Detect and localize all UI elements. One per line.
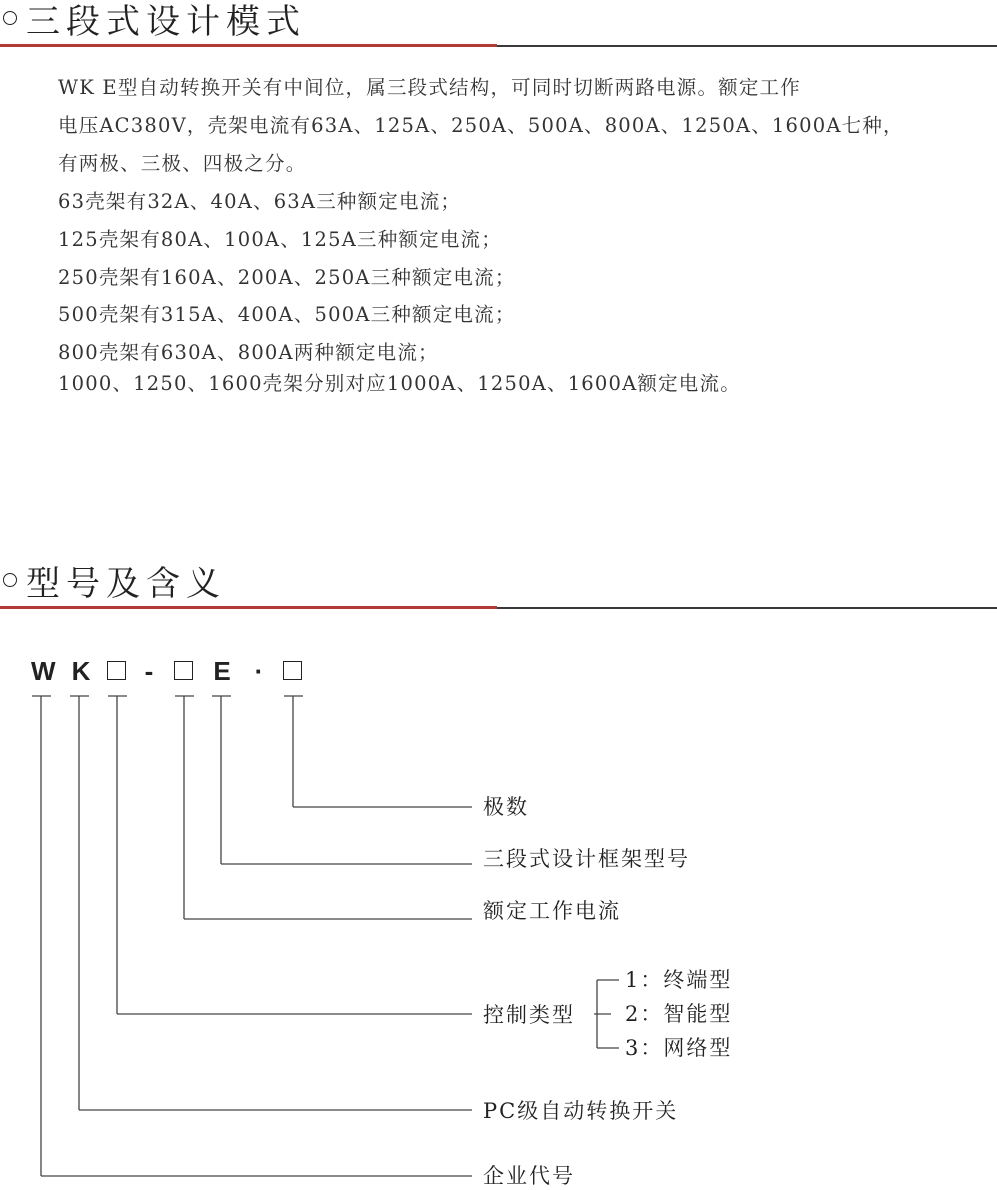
label-pc-switch: PC级自动转换开关 bbox=[483, 1099, 679, 1123]
code-letter-e: E bbox=[213, 656, 231, 686]
label-frame-model: 三段式设计框架型号 bbox=[483, 847, 690, 871]
paragraph-line: 1000、1250、1600壳架分别对应1000A、1250A、1600A额定电流。 bbox=[58, 372, 741, 395]
control-option-terminal: 1：终端型 bbox=[625, 968, 733, 992]
section-title: 三段式设计模式 bbox=[26, 2, 306, 42]
control-option-network: 3：网络型 bbox=[625, 1036, 733, 1060]
paragraph-line: 125壳架有80A、100A、125A三种额定电流； bbox=[58, 228, 502, 251]
paragraph-line: 500壳架有315A、400A、500A三种额定电流； bbox=[58, 303, 516, 326]
section-title: 型号及含义 bbox=[26, 564, 226, 604]
paragraph-line: 800壳架有630A、800A两种额定电流； bbox=[58, 341, 439, 364]
label-poles: 极数 bbox=[483, 795, 529, 819]
control-option-intelligent: 2：智能型 bbox=[625, 1002, 733, 1026]
label-control-type: 控制类型 bbox=[483, 1003, 575, 1027]
paragraph-line: WK E型自动转换开关有中间位，属三段式结构，可同时切断两路电源。额定工作 bbox=[58, 76, 801, 99]
paragraph-line: 63壳架有32A、40A、63A三种额定电流； bbox=[58, 190, 462, 213]
label-rated-current: 额定工作电流 bbox=[483, 899, 621, 923]
code-dash: - bbox=[144, 656, 154, 686]
paragraph-line: 电压AC380V，壳架电流有63A、125A、250A、500A、800A、1250A、1600A七种， bbox=[58, 114, 904, 137]
code-letter-k: K bbox=[71, 656, 91, 686]
code-dot: · bbox=[254, 656, 264, 686]
code-letter-w: W bbox=[31, 656, 56, 686]
paragraph-line: 250壳架有160A、200A、250A三种额定电流； bbox=[58, 266, 516, 289]
label-company-code: 企业代号 bbox=[483, 1164, 575, 1188]
paragraph-line: 有两极、三极、四极之分。 bbox=[58, 152, 307, 175]
